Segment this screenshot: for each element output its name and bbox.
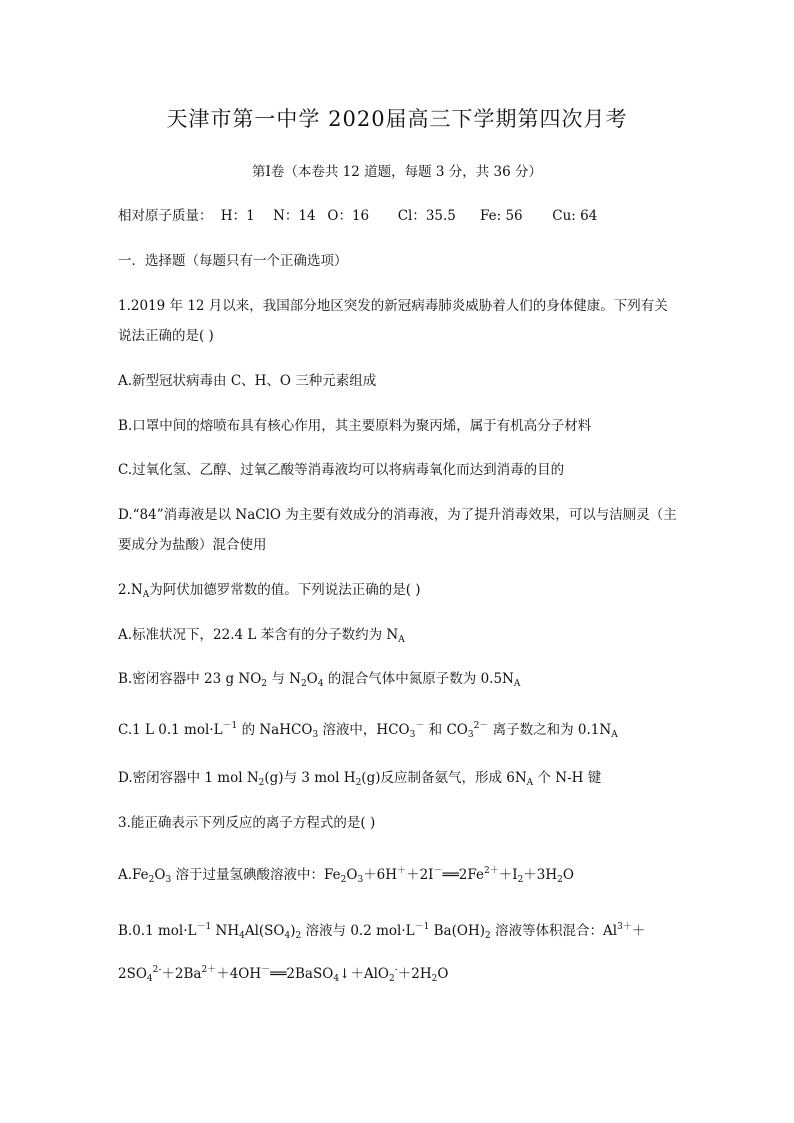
exam-subtitle: 第Ⅰ卷（本卷共 12 道题，每题 3 分，共 36 分） xyxy=(251,164,543,180)
q1-option-c: C.过氧化氢、乙醇、过氧乙酸等消毒液均可以将病毒氧化而达到消毒的目的 xyxy=(118,462,565,478)
q1-stem-line1: 1.2019 年 12 月以来，我国部分地区突发的新冠病毒肺炎威胁着人们的身体健康。下列有关 xyxy=(118,298,668,314)
q1-option-d-line1: D.“84”消毒液是以 NaClO 为主要有效成分的消毒液，为了提升消毒效果，可以与洁厕灵（主 xyxy=(118,507,677,523)
q3-option-b-line2: $2SO_4^{2-}+2Ba^{2+}+4OH^-══2BaSO_4↓+AlO_2^-+2H_2O$ xyxy=(118,965,449,984)
q2-option-a: A.标准状况下，22.4 L 苯含有的分子数约为 $N_A$ xyxy=(118,627,405,645)
mass-fe: Fe: 56 xyxy=(479,208,523,224)
q2-option-b: B.密闭容器中 23 g $NO_2$ 与 $N_2O_4$ 的混合气体中氮原子数为 $0.5N_A$ xyxy=(118,671,521,689)
q3-stem: 3.能正确表示下列反应的离子方程式的是( ) xyxy=(118,815,376,831)
q1-stem-line2: 说法正确的是( ) xyxy=(118,328,214,344)
q2-option-c: C.1 L 0.1 $mol\cdot L^{-1}$ 的 NaHCO$_3$ 溶液中，$HCO_3^-$ 和 $CO_3^{2-}$ 离子数之和为 $0.1N_A$ xyxy=(118,721,618,740)
section-title: 一．选择题（每题只有一个正确选项） xyxy=(118,253,348,269)
mass-cu: Cu: 64 xyxy=(552,208,598,224)
q3-option-b-line1: B.0.1 $mol\cdot L^{-1}$ $NH_4Al(SO_4)_2$ 溶液与 0.2 $mol\cdot L^{-1}$ $Ba(OH)_2$ 溶液等体积混合：$Al^{3+}+$ xyxy=(118,922,646,941)
q3-option-a: $A.Fe_2O_3$ 溶于过量氢碘酸溶液中：$Fe_2O_3+6H^++2I^-══2Fe^{2+}+I_2+3H_2O$ xyxy=(118,866,574,885)
q2-option-d: D.密闭容器中 1 mol $N_2(g)$与 3 mol $H_2(g)$反应制备氨气，形成 $6N_A$ 个 N-H 键 xyxy=(118,770,602,788)
q1-option-d-line2: 要成分为盐酸）混合使用 xyxy=(118,537,267,553)
atomic-masses-label: 相对原子质量： xyxy=(118,208,213,224)
q1-option-a: A.新型冠状病毒由 C、H、O 三种元素组成 xyxy=(118,373,377,389)
mass-cl: Cl：35.5 xyxy=(397,208,456,224)
exam-title: 天津市第一中学 2020届高三下学期第四次月考 xyxy=(166,107,628,131)
atomic-masses xyxy=(118,204,597,224)
q1-option-b: B.口罩中间的熔喷布具有核心作用，其主要原料为聚丙烯，属于有机高分子材料 xyxy=(118,418,592,434)
q2-stem: $2.N_A$为阿伏加德罗常数的值。下列说法正确的是( ) xyxy=(118,582,421,600)
mass-h: H：1 xyxy=(220,208,255,224)
mass-o: O：16 xyxy=(327,208,370,224)
mass-n: N：14 xyxy=(273,208,316,224)
